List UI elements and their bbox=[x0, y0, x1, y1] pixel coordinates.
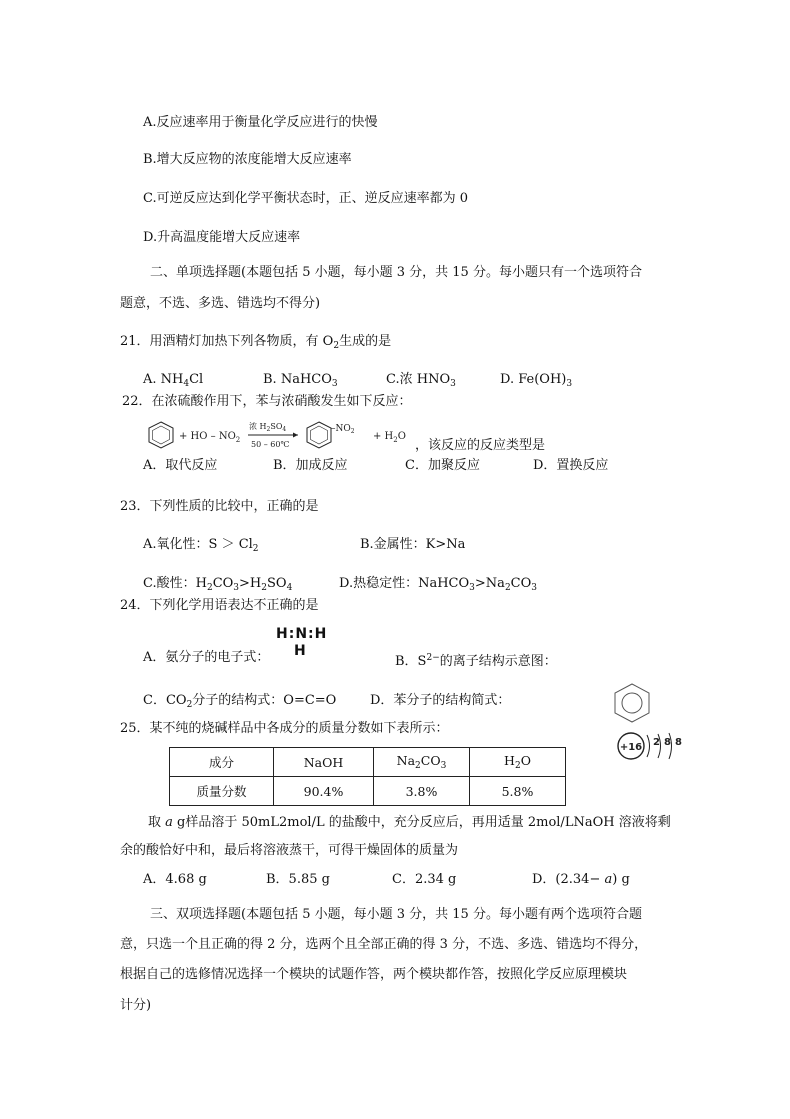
q22-option-a: A．取代反应 bbox=[143, 458, 218, 473]
table-header-label: 成分 bbox=[170, 748, 274, 777]
ion-nucleus-label: +16 bbox=[619, 742, 643, 753]
q21-option-c: C.浓 $HNO_3$ bbox=[386, 372, 456, 389]
benzene-structure-icon bbox=[612, 682, 652, 724]
q22-option-b: B．加成反应 bbox=[273, 458, 348, 473]
q25-stem: 25．某不纯的烧碱样品中各成分的质量分数如下表所示： bbox=[120, 721, 449, 736]
section3-heading-line3: 根据自己的选修情况选择一个模块的试题作答，两个模块都作答，按照化学反应原理模块 bbox=[120, 967, 628, 982]
q20-option-b: B.增大反应物的浓度能增大反应速率 bbox=[143, 152, 352, 167]
q21-option-b: B. NaHCO$_3$ bbox=[263, 372, 338, 389]
q22-temperature: 50 – 60℃ bbox=[251, 440, 290, 449]
ion-shell-1: 2 bbox=[653, 737, 660, 748]
q23-option-a: A.氧化性：$S > Cl_2$ bbox=[143, 537, 259, 554]
section3-heading-line2: 意，只选一个且正确的得 2 分，选两个且全部正确的得 3 分，不选、多选、错选均不得分， bbox=[120, 937, 648, 952]
sulfide-ion-structure-icon bbox=[614, 729, 686, 765]
q23-option-b: B.金属性：K>Na bbox=[360, 537, 466, 552]
q21-option-a: A. $NH_4Cl$ bbox=[143, 372, 204, 389]
q22-water: + H bbox=[373, 431, 394, 442]
q23-stem: 23．下列性质的比较中，正确的是 bbox=[120, 499, 319, 514]
q24-option-d: D．苯分子的结构简式： bbox=[370, 693, 511, 708]
q22-stem-tail: ，该反应的反应类型是 bbox=[415, 438, 546, 453]
section2-heading-line1: 二、单项选择题(本题包括 5 小题，每小题 3 分，共 15 分。每小题只有一个选项符合 bbox=[150, 265, 642, 280]
q22-catalyst: 浓 H bbox=[249, 422, 267, 431]
table-cell-h2o: 5.8% bbox=[470, 777, 566, 806]
q22-option-d: D．置换反应 bbox=[533, 458, 609, 473]
table-header-na2co3: $Na_2CO_3$ bbox=[374, 748, 470, 777]
q25-body-line1: 取 a g样品溶于 50mL2mol/L 的盐酸中，充分反应后，再用适量 2mol/LNaOH 溶液将剩 bbox=[148, 815, 671, 830]
q25-option-d: D．(2.34− a) g bbox=[532, 872, 630, 887]
q21-option-d: D. $Fe(OH)_3$ bbox=[500, 372, 573, 389]
ion-shell-2: 8 bbox=[664, 737, 671, 748]
q22-reagent: + HO – NO bbox=[179, 431, 236, 442]
table-row bbox=[170, 777, 566, 806]
section2-heading-line2: 题意，不选、多选、错选均不得分) bbox=[120, 296, 321, 311]
q22-option-c: C．加聚反应 bbox=[405, 458, 480, 473]
table-cell-naoh: 90.4% bbox=[274, 777, 374, 806]
svg-text:+ H2O: + $H_2O$ bbox=[373, 431, 406, 444]
q20-option-d: D.升高温度能增大反应速率 bbox=[143, 230, 301, 245]
q21-stem: 21．用酒精灯加热下列各物质，有 $O_2$生成的是 bbox=[120, 334, 392, 351]
ion-shell-3: 8 bbox=[675, 737, 682, 748]
svg-text:–NO2: $-NO_2$ bbox=[331, 424, 355, 435]
q22-nitration-equation bbox=[145, 418, 435, 452]
q24-option-b: B．$S^{2-}$的离子结构示意图： bbox=[395, 653, 557, 669]
q25-body-line2: 余的酸恰好中和，最后将溶液蒸干，可得干燥固体的质量为 bbox=[120, 843, 459, 858]
q24-option-c: C．$CO_2$分子的结构式：O=C=O bbox=[143, 693, 337, 710]
svg-text:浓 H2SO4: 浓 $H_2SO_4$ bbox=[249, 422, 287, 433]
nh3-electron-formula-bottom: H bbox=[294, 643, 307, 659]
table-header-h2o: $H_2O$ bbox=[470, 748, 566, 777]
q25-option-a: A．4.68 g bbox=[143, 872, 207, 887]
table-header-naoh: NaOH bbox=[274, 748, 374, 777]
q22-nitro-group: –NO bbox=[331, 424, 351, 434]
q23-option-c: C.酸性：$H_2CO_3>H_2SO_4$ bbox=[143, 576, 293, 593]
nh3-electron-formula-top: H:N:H bbox=[276, 626, 328, 642]
q25-option-b: B．5.85 g bbox=[266, 872, 330, 887]
composition-table bbox=[169, 747, 566, 806]
table-row-label: 质量分数 bbox=[170, 777, 274, 806]
svg-text:+ HO – NO2: + HO – $NO_2$ bbox=[179, 431, 241, 444]
q24-option-a: A．氨分子的电子式： bbox=[143, 650, 270, 665]
q25-option-c: C．2.34 g bbox=[392, 872, 457, 887]
q20-option-c: C.可逆反应达到化学平衡状态时，正、逆反应速率都为 0 bbox=[143, 191, 469, 206]
q22-stem: 22．在浓硫酸作用下，苯与浓硝酸发生如下反应： bbox=[122, 394, 412, 409]
table-header-row bbox=[170, 748, 566, 777]
q24-stem: 24．下列化学用语表达不正确的是 bbox=[120, 598, 319, 613]
section3-heading-line1: 三、双项选择题(本题包括 5 小题，每小题 3 分，共 15 分。每小题有两个选项符合题 bbox=[150, 907, 642, 922]
q20-option-a: A.反应速率用于衡量化学反应进行的快慢 bbox=[143, 115, 378, 130]
q23-option-d: D.热稳定性：$NaHCO_3>Na_2CO_3$ bbox=[339, 576, 538, 593]
section3-heading-line4: 计分) bbox=[120, 998, 152, 1013]
table-cell-na2co3: 3.8% bbox=[374, 777, 470, 806]
